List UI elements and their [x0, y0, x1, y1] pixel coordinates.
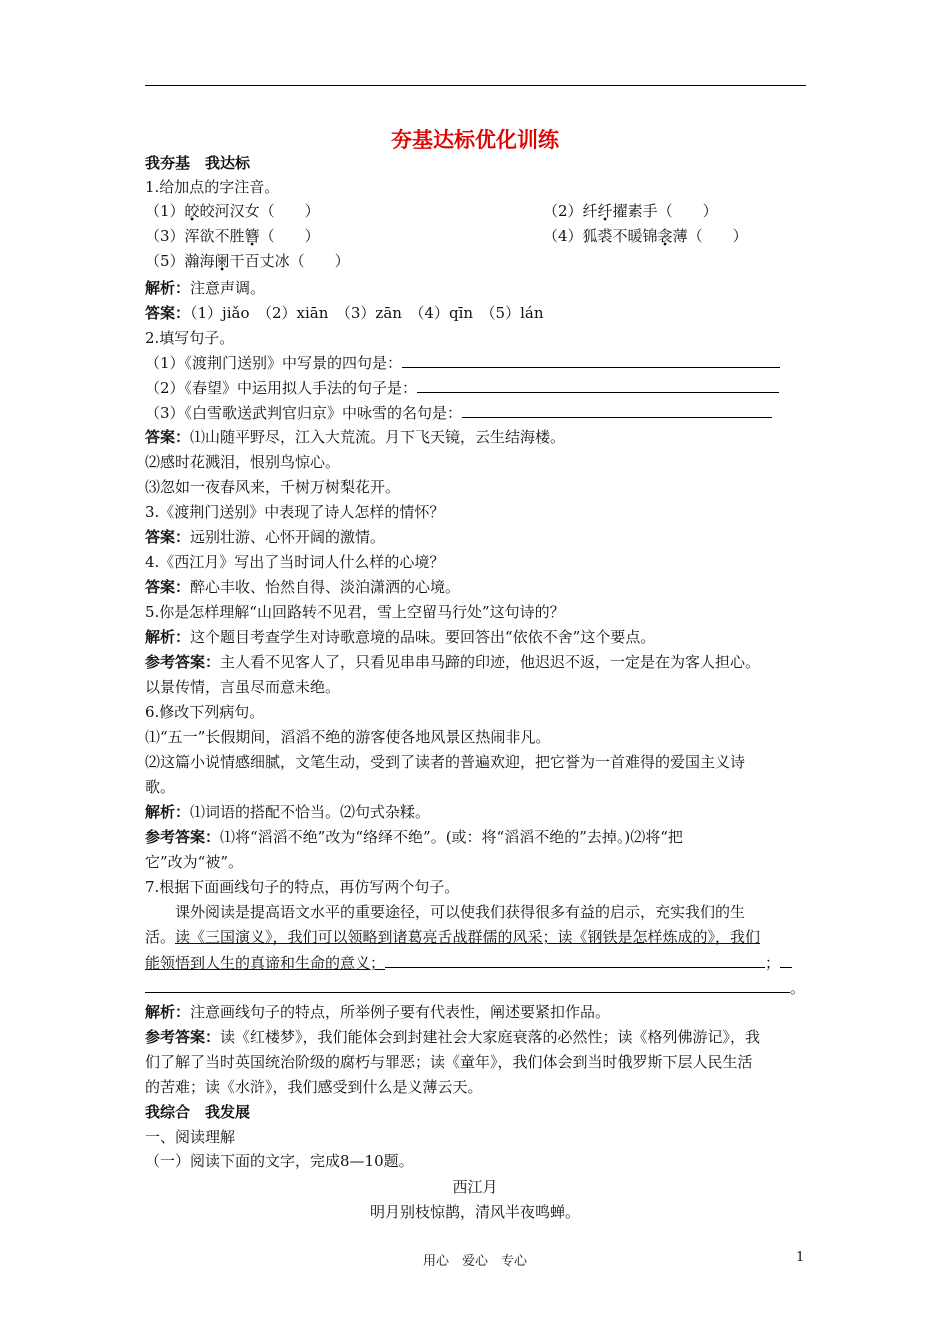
q3-stem: 3.《渡荆门送别》中表现了诗人怎样的情怀？	[145, 503, 445, 521]
q7-stem: 7.根据下面画线句子的特点，再仿写两个句子。	[145, 878, 460, 896]
q6-item-2-cont: 歌。	[145, 778, 176, 796]
q6-stem: 6.修改下列病句。	[145, 703, 265, 721]
part1-instruction: （一）阅读下面的文字，完成8—10题。	[145, 1152, 414, 1170]
part1-heading: 一、阅读理解	[145, 1128, 236, 1146]
poem-line-1: 明月别枝惊鹊，清风半夜鸣蝉。	[369, 1203, 580, 1221]
q5-reference-2: 以景传情，言虽尽而意未绝。	[145, 678, 341, 696]
q4-stem: 4.《西江月》写出了当时词人什么样的心境？	[145, 553, 445, 571]
q2-stem: 2.填写句子。	[145, 329, 235, 347]
page-footer: 用心 爱心 专心	[422, 1254, 527, 1269]
q6-analysis: 解析：⑴词语的搭配不恰当。⑵句式杂糅。	[145, 803, 431, 821]
q5-analysis: 解析：这个题目考查学生对诗歌意境的品味。要回答出“依依不舍”这个要点。	[145, 628, 656, 646]
q2-item-3: （3）《白雪歌送武判官归京》中咏雪的名句是：	[145, 402, 772, 423]
header-rule	[145, 85, 806, 86]
q6-item-2: ⑵这篇小说情感细腻，文笔生动，受到了读者的普遍欢迎，把它誉为一首难得的爱国主义诗	[145, 753, 746, 771]
q2-item-1: （1）《渡荆门送别》中写景的四句是：	[145, 352, 780, 373]
page-number: 1	[796, 1250, 805, 1265]
q2-answer-2: ⑵感时花溅泪，恨别鸟惊心。	[145, 453, 341, 471]
q6-reference-1: 参考答案：⑴将“滔滔不绝”改为“络绎不绝”。(或：将“滔滔不绝的”去掉。)⑵将“把	[145, 828, 683, 846]
q3-answer: 答案：远别壮游、心怀开阔的激情。	[145, 528, 386, 546]
page-title: 夯基达标优化训练	[391, 128, 559, 152]
poem-title: 西江月	[452, 1178, 498, 1196]
q1-answer: 答案：（1）jiǎo （2）xiān （3）zān （4）qīn （5）lán	[145, 304, 544, 322]
q7-paragraph-4: 。	[145, 977, 805, 998]
section-heading-2: 我综合 我发展	[145, 1103, 251, 1121]
q1-analysis: 解析：注意声调。	[145, 279, 266, 297]
q2-answer-1: 答案：⑴山随平野尽，江入大荒流。月下飞天镜，云生结海楼。	[145, 428, 566, 446]
q4-answer: 答案：醉心丰收、怡然自得、淡泊潇洒的心境。	[145, 578, 461, 596]
q7-paragraph-1: 课外阅读是提高语文水平的重要途径，可以使我们获得很多有益的启示，充实我们的生	[175, 903, 746, 921]
q7-paragraph-3: 能领悟到人生的真谛和生命的意义； ；	[145, 952, 792, 973]
q5-stem: 5.你是怎样理解“山回路转不见君，雪上空留马行处”这句诗的？	[145, 603, 565, 621]
q6-item-1: ⑴“五一”长假期间，滔滔不绝的游客使各地风景区热闹非凡。	[145, 728, 551, 746]
q2-item-2: （2）《春望》中运用拟人手法的句子是：	[145, 377, 779, 398]
q1-item-1: （1）皎皎河汉女（ ）	[145, 202, 320, 220]
q1-item-2: （2）纤纤擢素手（ ）	[543, 202, 718, 220]
q5-reference-1: 参考答案：主人看不见客人了，只看见串串马蹄的印迹，他迟迟不返，一定是在为客人担心。	[145, 653, 761, 671]
q1-item-5: （5）瀚海阑干百丈冰（ ）	[145, 252, 350, 270]
section-heading-1: 我夯基 我达标	[145, 154, 251, 172]
q7-reference-3: 的苦难；读《水浒》，我们感受到什么是义薄云天。	[145, 1078, 483, 1096]
q7-reference-2: 们了解了当时英国统治阶级的腐朽与罪恶；读《童年》，我们体会到当时俄罗斯下层人民生活	[145, 1053, 753, 1071]
q6-reference-2: 它”改为“被”。	[145, 853, 244, 871]
q1-item-3: （3）浑欲不胜簪（ ）	[145, 227, 320, 245]
q7-reference-1: 参考答案：读《红楼梦》，我们能体会到封建社会大家庭衰落的必然性；读《格列佛游记》，我	[145, 1028, 761, 1046]
q1-stem: 1.给加点的字注音。	[145, 178, 280, 196]
q7-analysis: 解析：注意画线句子的特点，所举例子要有代表性，阐述要紧扣作品。	[145, 1003, 611, 1021]
q7-paragraph-2: 活。读《三国演义》，我们可以领略到诸葛亮舌战群儒的风采；读《钢铁是怎样炼成的》，我们	[145, 928, 761, 946]
q2-answer-3: ⑶忽如一夜春风来，千树万树梨花开。	[145, 478, 401, 496]
q1-item-4: （4）狐裘不暖锦衾薄（ ）	[543, 227, 748, 245]
